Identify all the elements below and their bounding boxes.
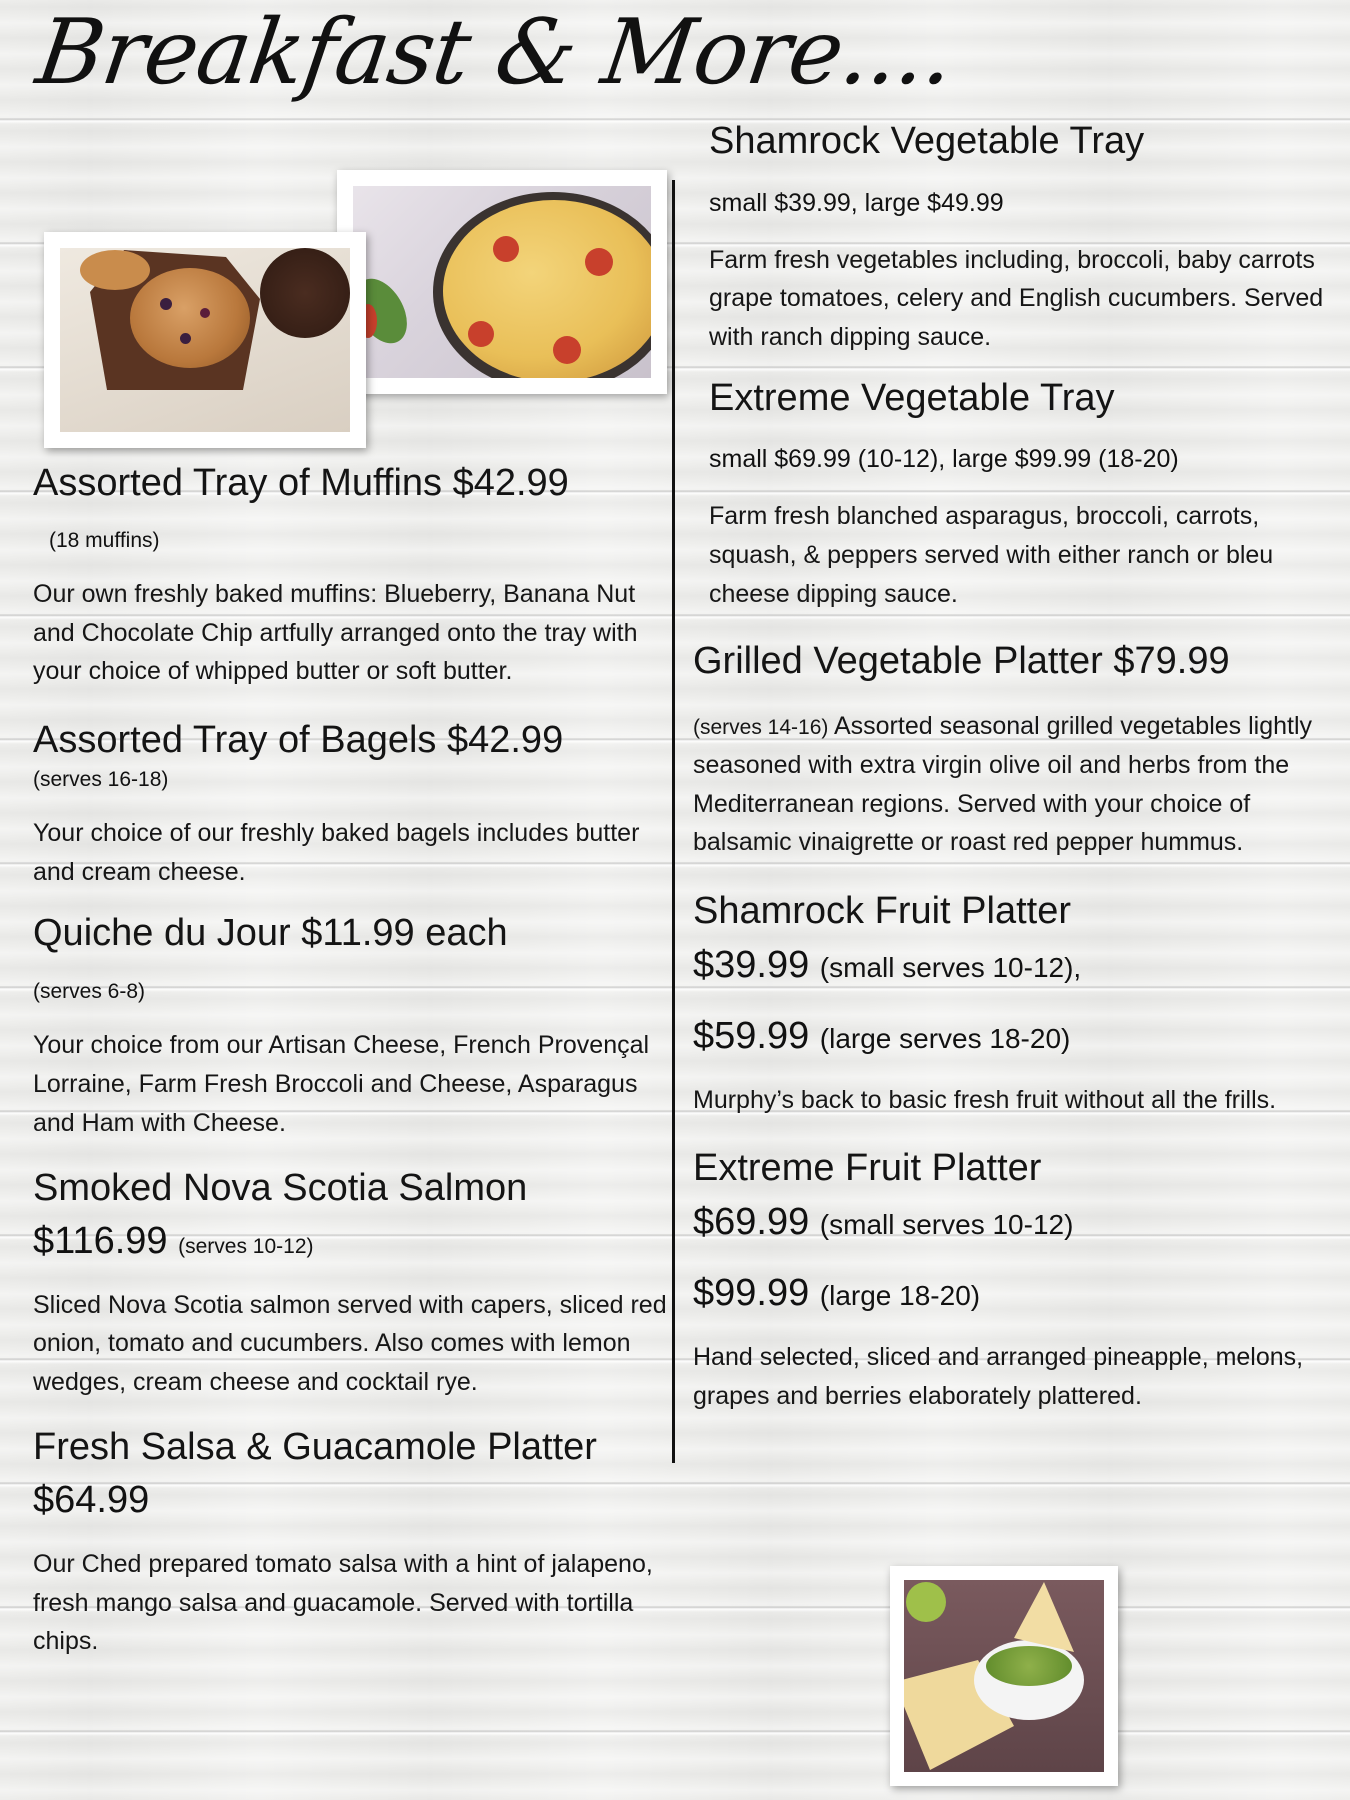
extreme-veg-prices: small $69.99 (10-12), large $99.99 (18-20) <box>709 445 1179 474</box>
extreme-fruit-item <box>693 1145 1333 1415</box>
bagels-description: Your choice of our freshly baked bagels includes butter and cream cheese. <box>33 819 640 886</box>
salmon-item <box>33 1165 673 1402</box>
extreme-fruit-description: Hand selected, sliced and arranged pineapple, melons, grapes and berries elaborately plattered. <box>693 1342 1304 1410</box>
shamrock-veg-title: Shamrock Vegetable Tray <box>709 120 1145 162</box>
muffins-title: Assorted Tray of Muffins $42.99 <box>33 462 569 504</box>
quiche-note: (serves 6-8) <box>33 980 146 1004</box>
extreme-fruit-small-label: (small serves 10-12) <box>819 1208 1074 1240</box>
extreme-fruit-title: Extreme Fruit Platter <box>693 1147 1042 1190</box>
muffins-item <box>33 460 673 691</box>
quiche-description: Your choice from our Artisan Cheese, French Provençal Lorraine, Farm Fresh Broccoli and Cheese, Asparagus and Ham with Cheese. <box>33 1031 650 1137</box>
shamrock-veg-description: Farm fresh vegetables including, broccoli, baby carrots grape tomatoes, celery and English cucumbers. Served with ranch dipping sauce. <box>709 245 1324 351</box>
salsa-item <box>33 1424 673 1661</box>
shamrock-fruit-small-label: (small serves 10-12), <box>819 951 1082 983</box>
salsa-title: Fresh Salsa & Guacamole Platter <box>33 1425 597 1468</box>
grilled-veg-description: Assorted seasonal grilled vegetables lightly seasoned with extra virgin olive oil and herbs from the Mediterranean regions. Served with your choice of balsamic vinaigrette or roast red pepper hummus. <box>693 712 1313 857</box>
shamrock-fruit-large-price: $59.99 <box>693 1015 810 1057</box>
quiche-item <box>33 910 673 1143</box>
shamrock-fruit-item <box>693 888 1333 1119</box>
salmon-price-line <box>33 1218 673 1266</box>
grilled-veg-item <box>693 638 1333 863</box>
shamrock-veg-item <box>693 118 1333 357</box>
salmon-price: $116.99 <box>33 1220 168 1263</box>
quiche-photo <box>337 170 667 394</box>
guacamole-photo <box>890 1566 1118 1786</box>
grilled-veg-text <box>693 707 1333 862</box>
salmon-note: (serves 10-12) <box>178 1235 314 1259</box>
shamrock-fruit-small-price: $39.99 <box>693 943 810 986</box>
bagels-note: (serves 16-18) <box>33 767 169 791</box>
bagels-title: Assorted Tray of Bagels $42.99 <box>33 719 564 762</box>
extreme-veg-item <box>693 375 1333 614</box>
shamrock-fruit-title: Shamrock Fruit Platter <box>693 890 1071 932</box>
salmon-title: Smoked Nova Scotia Salmon <box>33 1166 528 1209</box>
muffins-note: (18 muffins) <box>49 528 160 552</box>
page-title: Breakfast & More.... <box>30 0 960 105</box>
extreme-fruit-small-price: $69.99 <box>693 1200 810 1243</box>
right-column <box>693 118 1333 1415</box>
shamrock-fruit-small <box>693 942 1333 990</box>
left-column <box>33 460 673 1661</box>
bagels-item <box>33 717 673 891</box>
shamrock-fruit-large-label: (large serves 18-20) <box>819 1023 1071 1054</box>
extreme-veg-title: Extreme Vegetable Tray <box>709 376 1115 419</box>
quiche-title: Quiche du Jour $11.99 each <box>33 911 508 954</box>
grilled-veg-title: Grilled Vegetable Platter $79.99 <box>693 639 1230 682</box>
extreme-fruit-small <box>693 1199 1333 1247</box>
salsa-description: Our Ched prepared tomato salsa with a hint of jalapeno, fresh mango salsa and guacamole. Served with tortilla chips. <box>33 1549 653 1656</box>
shamrock-veg-prices: small $39.99, large $49.99 <box>709 188 1004 217</box>
grilled-veg-note: (serves 14-16) <box>693 716 829 739</box>
extreme-fruit-large-price: $99.99 <box>693 1272 810 1315</box>
salsa-price: $64.99 <box>33 1479 150 1522</box>
shamrock-fruit-description: Murphy’s back to basic fresh fruit without all the frills. <box>693 1085 1277 1114</box>
extreme-fruit-large <box>693 1270 1333 1318</box>
extreme-fruit-large-label: (large 18-20) <box>819 1280 981 1312</box>
muffins-description: Our own freshly baked muffins: Blueberry, Banana Nut and Chocolate Chip artfully arranged onto the tray with your choice of whipped butter or soft butter. <box>33 579 638 686</box>
extreme-veg-description: Farm fresh blanched asparagus, broccoli, carrots, squash, & peppers served with either ranch or bleu cheese dipping sauce. <box>709 502 1274 608</box>
shamrock-fruit-large <box>693 1013 1333 1061</box>
salmon-description: Sliced Nova Scotia salmon served with capers, sliced red onion, tomato and cucumbers. Also comes with lemon wedges, cream cheese and cocktail rye. <box>33 1290 667 1397</box>
muffins-photo <box>44 232 366 448</box>
